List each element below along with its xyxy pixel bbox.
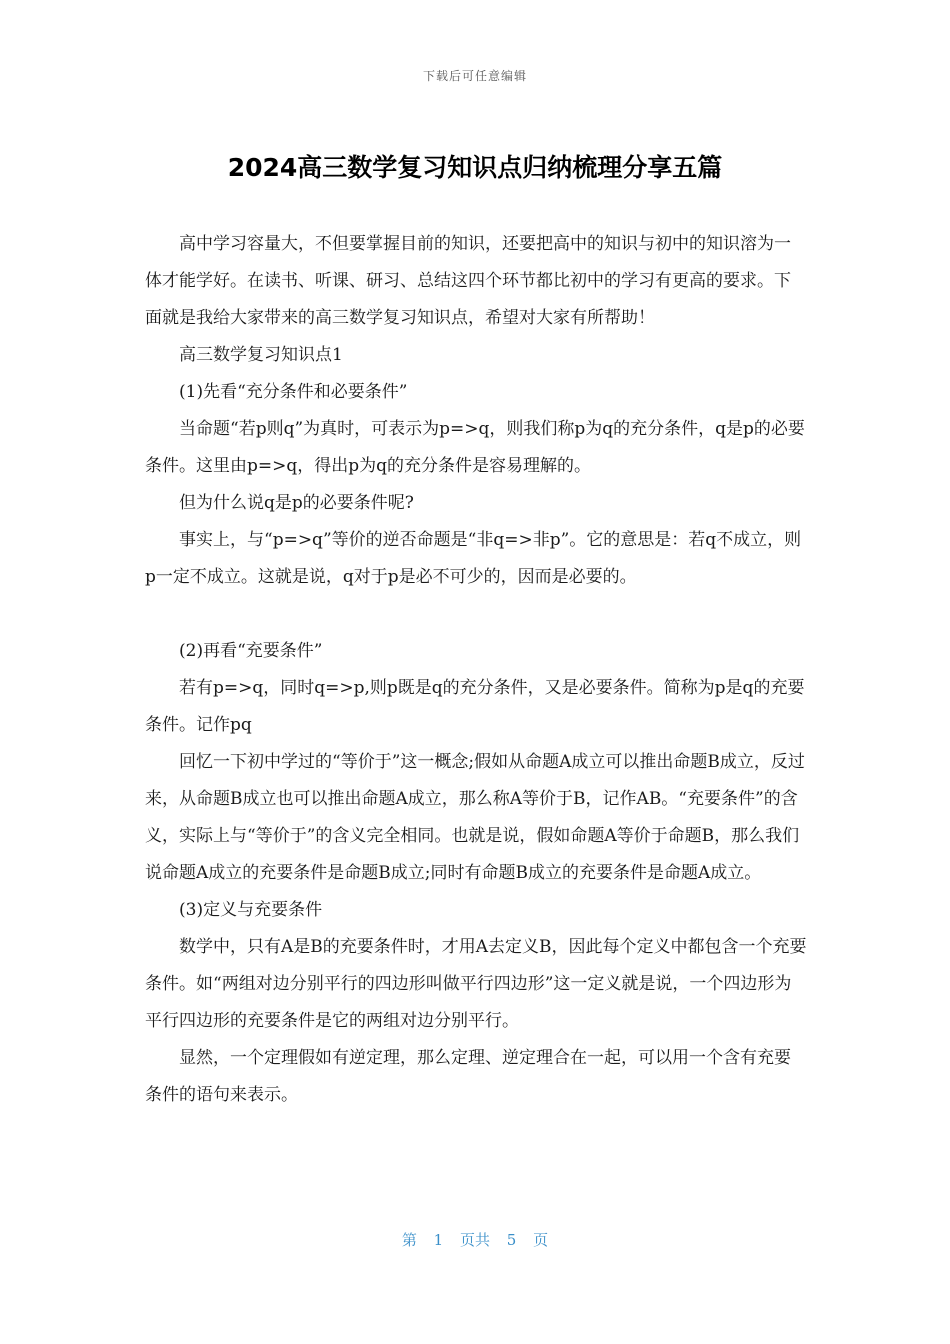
section-heading: 高三数学复习知识点1 bbox=[179, 345, 343, 365]
subsection-heading: (1)先看“充分条件和必要条件” bbox=[179, 382, 408, 402]
paragraph: 但为什么说q是p的必要条件呢? bbox=[179, 493, 414, 513]
paragraph: 显然，一个定理假如有逆定理，那么定理、逆定理合在一起，可以用一个含有充要条件的语句来表示。 bbox=[145, 1048, 791, 1105]
header-note: 下载后可任意编辑 bbox=[422, 69, 527, 83]
subsection-heading: (3)定义与充要条件 bbox=[179, 900, 323, 920]
subsection-heading: (2)再看“充要条件” bbox=[179, 641, 323, 661]
paragraph: 高中学习容量大，不但要掌握目前的知识，还要把高中的知识与初中的知识溶为一体才能学好。在读书、听课、研习、总结这四个环节都比初中的学习有更高的要求。下面就是我给大家带来的高三数学复习知识点，希望对大家有所帮助！ bbox=[145, 234, 791, 328]
paragraph: 若有p=>q，同时q=>p,则p既是q的充分条件，又是必要条件。简称为p是q的充要条件。记作pq bbox=[145, 678, 805, 735]
paragraph: 当命题“若p则q”为真时，可表示为p=>q，则我们称p为q的充分条件，q是p的必要条件。这里由p=>q，得出p为q的充分条件是容易理解的。 bbox=[145, 419, 805, 476]
paragraph: 回忆一下初中学过的“等价于”这一概念;假如从命题A成立可以推出命题B成立，反过来，从命题B成立也可以推出命题A成立，那么称A等价于B，记作AB。“充要条件”的含义，实际上与“等价于”的含义完全相同。也就是说，假如命题A等价于命题B，那么我们说命题A成立的充要条件是命题B成立;同时有命题B成立的充要条件是命题A成立。 bbox=[145, 752, 805, 883]
paragraph: 数学中，只有A是B的充要条件时，才用A去定义B，因此每个定义中都包含一个充要条件。如“两组对边分别平行的四边形叫做平行四边形”这一定义就是说，一个四边形为平行四边形的充要条件是它的两组对边分别平行。 bbox=[145, 937, 807, 1031]
document-body bbox=[145, 226, 807, 1114]
footer-prefix: 第 bbox=[401, 1231, 417, 1249]
document-title: 2024高三数学复习知识点归纳梳理分享五篇 bbox=[227, 153, 723, 182]
footer-suffix: 页 bbox=[533, 1231, 549, 1249]
page-footer bbox=[0, 1229, 950, 1250]
total-page-count: 5 bbox=[506, 1231, 517, 1249]
current-page-number: 1 bbox=[433, 1231, 444, 1249]
footer-middle: 页共 bbox=[459, 1231, 490, 1249]
paragraph: 事实上，与“p=>q”等价的逆否命题是“非q=>非p”。它的意思是：若q不成立，则p一定不成立。这就是说，q对于p是必不可少的，因而是必要的。 bbox=[145, 530, 802, 587]
